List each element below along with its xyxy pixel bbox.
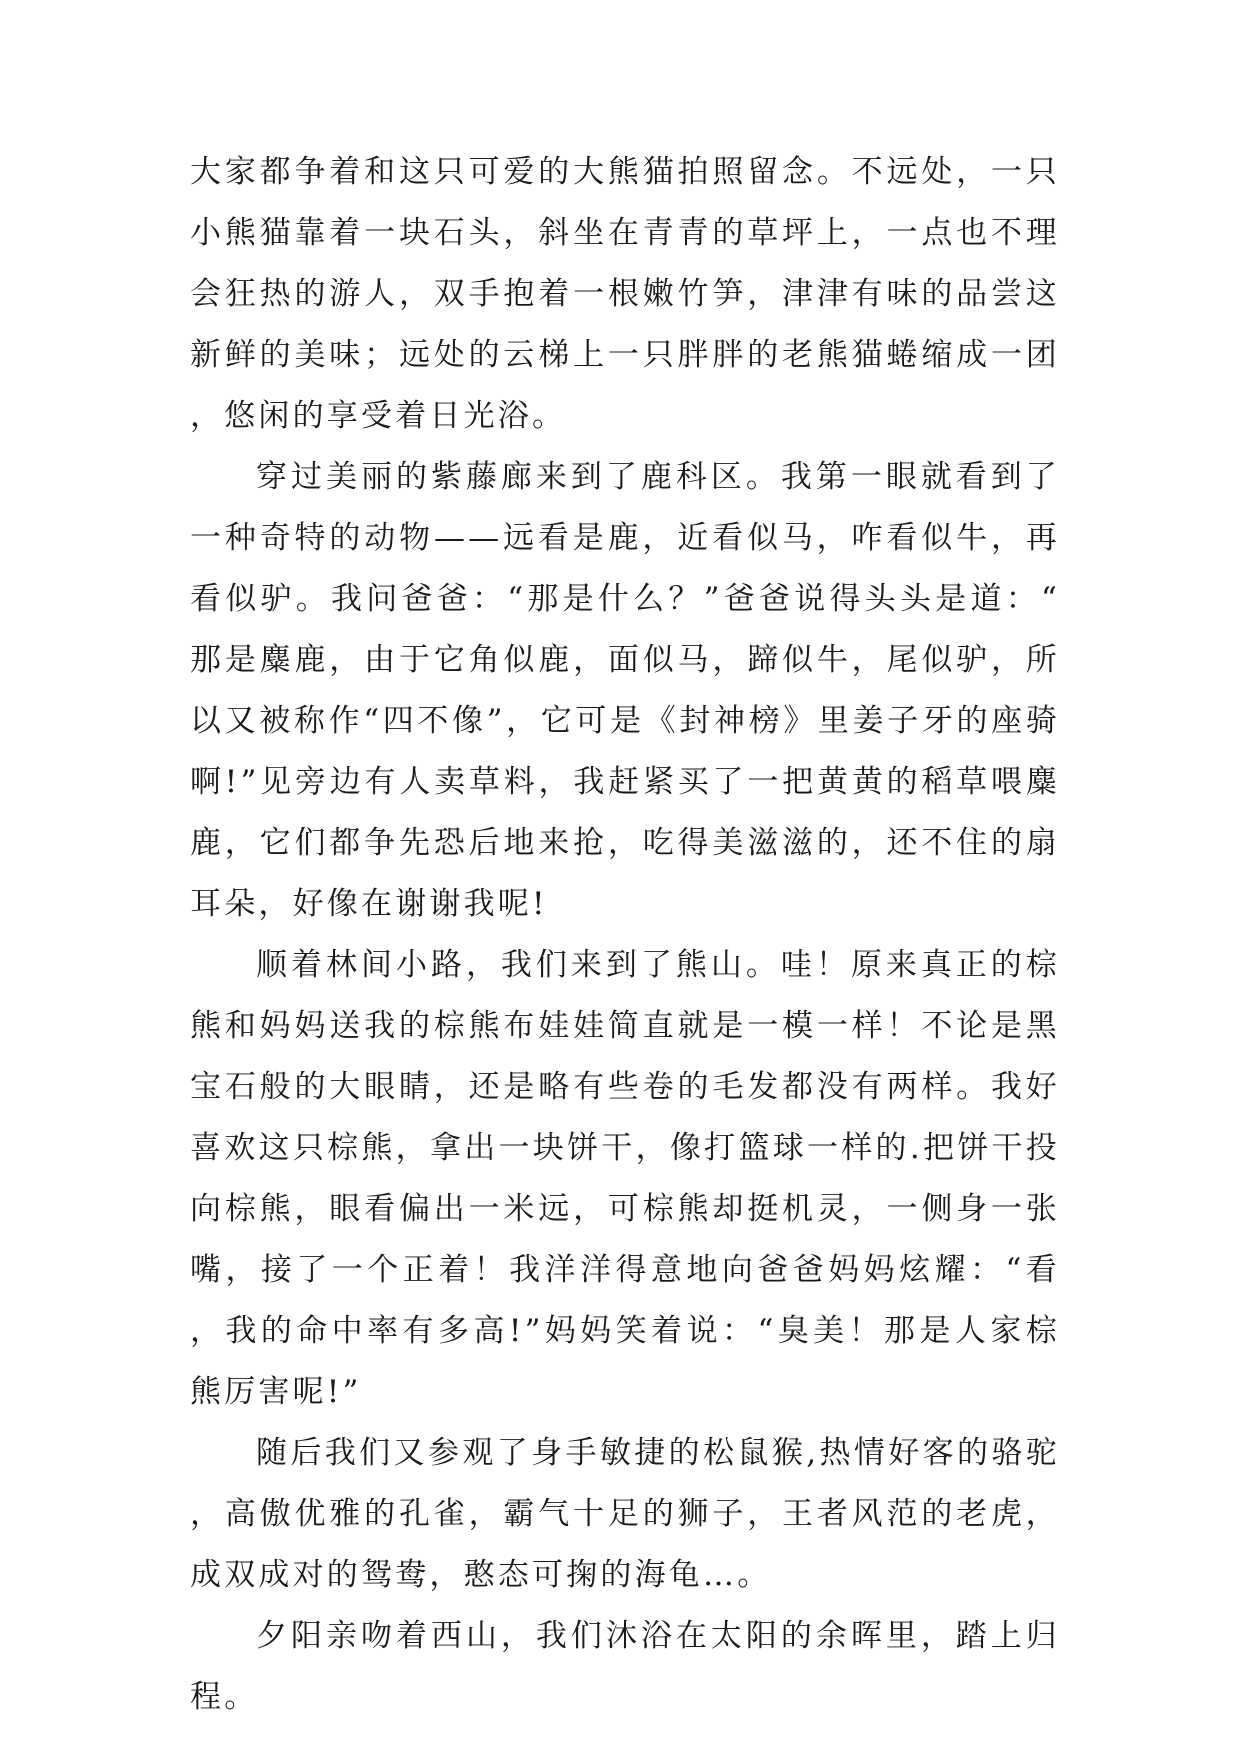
document-page [190,142,1060,1728]
paragraph-pandas: 大家都争着和这只可爱的大熊猫拍照留念。不远处，一只小熊猫靠着一块石头，斜坐在青青的草坪上，一点也不理会狂热的游人，双手抱着一根嫩竹笋，津津有味的品尝这新鲜的美味；远处的云梯上一只胖胖的老熊猫蜷缩成一团，悠闲的享受着日光浴。 [190,154,1060,434]
paragraph-bear-mountain: 顺着林间小路，我们来到了熊山。哇！原来真正的棕熊和妈妈送我的棕熊布娃娃简直就是一模一样！不论是黑宝石般的大眼睛，还是略有些卷的毛发都没有两样。我好喜欢这只棕熊，拿出一块饼干，像打篮球一样的.把饼干投向棕熊，眼看偏出一米远，可棕熊却挺机灵，一侧身一张嘴，接了一个正着！我洋洋得意地向爸爸妈妈炫耀：“看，我的命中率有多高!”妈妈笑着说：“臭美！那是人家棕熊厉害呢!” [190,947,1060,1410]
paragraph-sunset-return: 夕阳亲吻着西山，我们沐浴在太阳的余晖里，踏上归程。 [190,1618,1060,1715]
paragraph-deer-area: 穿过美丽的紫藤廊来到了鹿科区。我第一眼就看到了一种奇特的动物——远看是鹿，近看似马，咋看似牛，再看似驴。我问爸爸：“那是什么？”爸爸说得头头是道：“那是麋鹿，由于它角似鹿，面似马，蹄似牛，尾似驴，所以又被称作“四不像”，它可是《封神榜》里姜子牙的座骑啊!”见旁边有人卖草料，我赶紧买了一把黄黄的稻草喂麋鹿，它们都争先恐后地来抢，吃得美滋滋的，还不住的扇耳朵，好像在谢谢我呢! [190,459,1060,922]
paragraph-other-animals: 随后我们又参观了身手敏捷的松鼠猴,热情好客的骆驼，高傲优雅的孔雀，霸气十足的狮子，王者风范的老虎，成双成对的鸳鸯，憨态可掬的海龟…。 [190,1435,1060,1593]
